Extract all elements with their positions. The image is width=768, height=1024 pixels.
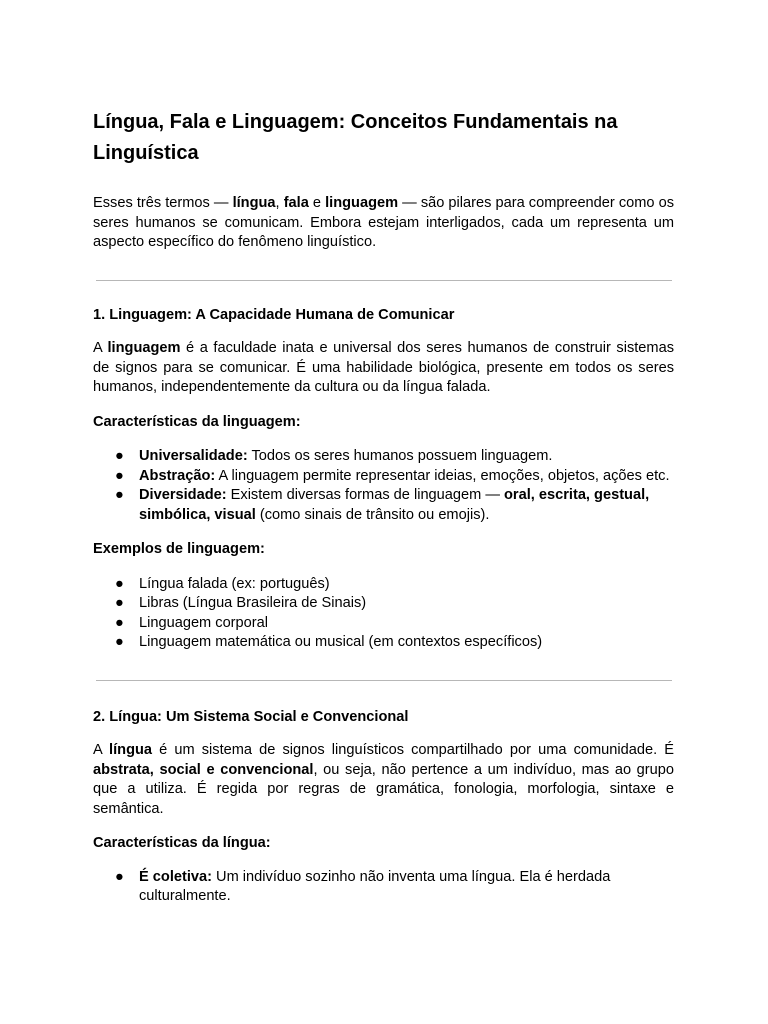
- section1-examples-heading: Exemplos de linguagem:: [93, 541, 265, 557]
- section1-text-1: A: [93, 340, 108, 356]
- intro-bold-fala: fala: [283, 195, 309, 211]
- section2-features-list: [93, 868, 674, 907]
- list-item: [93, 633, 674, 653]
- section2-bold-abstrata: abstrata, social e convencional: [93, 761, 314, 778]
- section1-features-list: [93, 447, 674, 525]
- bullet-icon: ●: [115, 448, 124, 464]
- feature-text: Um indivíduo sozinho não inventa uma língua. Ela é herdada culturalmente.: [139, 868, 611, 904]
- example-text: Linguagem corporal: [139, 614, 268, 631]
- intro-bold-lingua: língua: [232, 195, 276, 211]
- section1-paragraph: [93, 339, 674, 398]
- bullet-icon: ●: [115, 634, 124, 650]
- bullet-icon: ●: [115, 614, 124, 631]
- feature-text: Existem diversas formas de linguagem —: [226, 487, 504, 503]
- intro-bold-linguagem: linguagem: [325, 195, 399, 211]
- section2-heading: 2. Língua: Um Sistema Social e Convencional: [93, 708, 409, 725]
- section-divider-1: [96, 280, 672, 281]
- list-item: [93, 594, 674, 614]
- bullet-icon: ●: [115, 487, 124, 503]
- section2-text-2: é um sistema de signos linguísticos compartilhado por uma comunidade. É: [152, 742, 675, 758]
- section1-heading: 1. Linguagem: A Capacidade Humana de Comunicar: [93, 306, 455, 323]
- list-item: [93, 575, 674, 595]
- feature-label: Abstração:: [139, 467, 216, 484]
- example-text: Linguagem matemática ou musical (em contextos específicos): [139, 634, 543, 650]
- feature-label: Diversidade:: [139, 487, 227, 503]
- intro-text-2: ,: [275, 195, 284, 211]
- section1-examples-list: [93, 575, 674, 653]
- bullet-icon: ●: [115, 595, 124, 611]
- section2-text-1: A: [93, 742, 110, 758]
- section1-text-2: é a faculdade inata e universal dos seres humanos de construir sistemas de signos para se comunicar. É uma habilidade biológica, presente em todos os seres humanos, independentemente da cultura ou da língua falada.: [93, 340, 674, 395]
- intro-text-4: — são pilares para compreender como os seres humanos se comunicam. Embora estejam interligados, cada um representa um aspecto específico do fenômeno linguístico.: [93, 195, 675, 250]
- bullet-icon: ●: [115, 575, 124, 592]
- section2-bold-lingua: língua: [109, 742, 153, 758]
- document-title: Língua, Fala e Linguagem: Conceitos Fundamentais na Linguística: [93, 111, 618, 164]
- intro-text-3: e: [308, 195, 326, 211]
- feature-text-2: (como sinais de trânsito ou emojis).: [255, 506, 490, 523]
- bullet-icon: ●: [115, 868, 124, 885]
- section2-paragraph: [93, 741, 674, 819]
- bullet-icon: ●: [115, 467, 124, 484]
- feature-label: Universalidade:: [139, 448, 248, 464]
- intro-text-1: Esses três termos —: [93, 195, 233, 211]
- feature-bold-forms: oral, escrita, gestual, simbólica, visual: [139, 487, 650, 523]
- example-text: Libras (Língua Brasileira de Sinais): [139, 595, 367, 611]
- list-item: [93, 447, 674, 467]
- section2-features-heading: Características da língua:: [93, 835, 271, 851]
- feature-text: Todos os seres humanos possuem linguagem.: [247, 448, 553, 464]
- intro-paragraph: [93, 194, 674, 253]
- example-text: Língua falada (ex: português): [139, 575, 330, 592]
- list-item: [93, 467, 674, 487]
- feature-text: A linguagem permite representar ideias, emoções, objetos, ações etc.: [215, 467, 670, 484]
- section-divider-2: [96, 680, 672, 681]
- feature-label: É coletiva:: [139, 868, 212, 885]
- section1-bold-linguagem: linguagem: [107, 340, 181, 356]
- section1-features-heading: Características da linguagem:: [93, 413, 301, 430]
- section2-text-3: , ou seja, não pertence a um indivíduo, mas ao grupo que a utiliza. É regida por regras de gramática, fonologia, morfologia, sintaxe e semântica.: [93, 761, 675, 817]
- list-item: [93, 486, 674, 525]
- list-item: [93, 614, 674, 634]
- list-item: [93, 868, 674, 907]
